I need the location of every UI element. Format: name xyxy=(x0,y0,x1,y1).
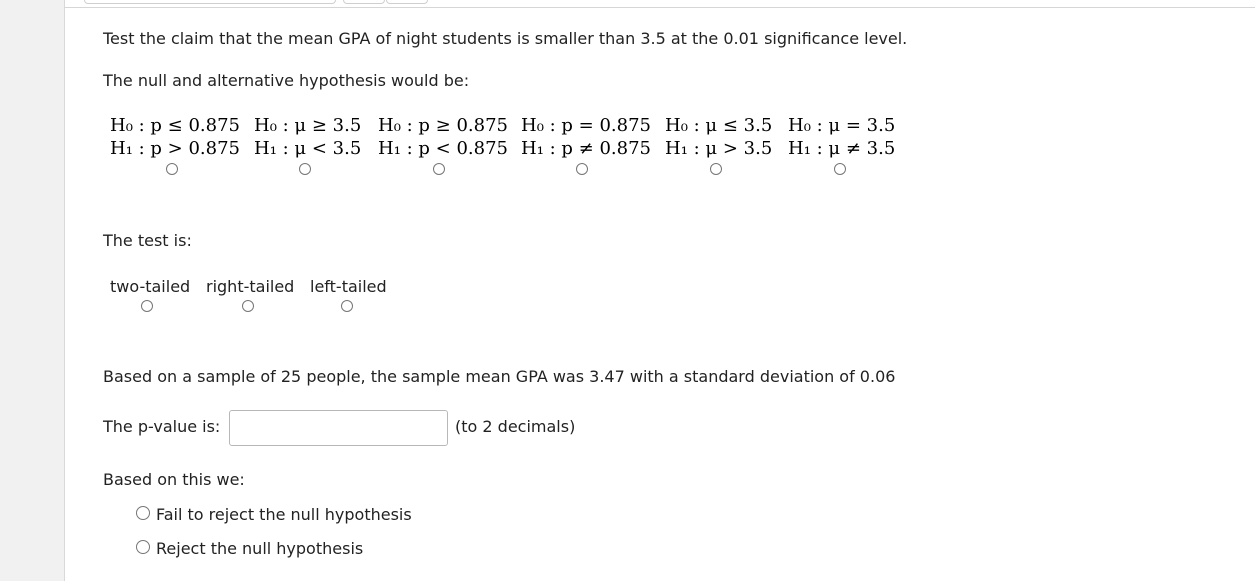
decision-prompt: Based on this we: xyxy=(103,470,245,489)
hypotheses-prompt: The null and alternative hypothesis would be: xyxy=(103,71,470,90)
hypothesis-h1: H₁ : p < 0.875 xyxy=(378,138,508,159)
sample-info-text: Based on a sample of 25 people, the sample mean GPA was 3.47 with a standard deviation of 0.06 xyxy=(103,367,896,386)
test-option-label: left-tailed xyxy=(310,277,387,296)
hypothesis-h0: H₀ : μ = 3.5 xyxy=(788,115,896,136)
radio-reject[interactable] xyxy=(136,540,150,554)
hypothesis-radio-1[interactable] xyxy=(166,163,178,175)
hypothesis-h0: H₀ : p ≤ 0.875 xyxy=(110,115,240,136)
top-divider xyxy=(64,7,1255,8)
test-option-label: two-tailed xyxy=(110,277,191,296)
hypothesis-h0: H₀ : μ ≤ 3.5 xyxy=(665,115,773,136)
hypothesis-radio-2[interactable] xyxy=(299,163,311,175)
hypothesis-h1: H₁ : p ≠ 0.875 xyxy=(521,138,651,159)
test-radio-two-tailed[interactable] xyxy=(141,300,153,312)
test-radio-left-tailed[interactable] xyxy=(341,300,353,312)
left-gutter xyxy=(0,0,65,581)
hypothesis-radio-3[interactable] xyxy=(433,163,445,175)
pvalue-label: The p-value is: xyxy=(103,417,221,436)
pvalue-input[interactable] xyxy=(229,410,448,446)
top-tab[interactable] xyxy=(386,0,428,4)
pvalue-hint: (to 2 decimals) xyxy=(455,417,576,436)
hypothesis-radio-4[interactable] xyxy=(576,163,588,175)
radio-fail-to-reject[interactable] xyxy=(136,506,150,520)
test-prompt: The test is: xyxy=(103,231,192,250)
test-option-label: right-tailed xyxy=(206,277,295,296)
top-tab[interactable] xyxy=(343,0,385,4)
hypothesis-h1: H₁ : μ < 3.5 xyxy=(254,138,362,159)
top-tab[interactable] xyxy=(84,0,336,4)
decision-option-label: Fail to reject the null hypothesis xyxy=(156,505,412,524)
hypothesis-h0: H₀ : p = 0.875 xyxy=(521,115,651,136)
hypothesis-h1: H₁ : μ ≠ 3.5 xyxy=(788,138,896,159)
hypothesis-h0: H₀ : μ ≥ 3.5 xyxy=(254,115,362,136)
hypothesis-h1: H₁ : μ > 3.5 xyxy=(665,138,773,159)
hypothesis-h0: H₀ : p ≥ 0.875 xyxy=(378,115,508,136)
hypothesis-radio-5[interactable] xyxy=(710,163,722,175)
question-text: Test the claim that the mean GPA of night students is smaller than 3.5 at the 0.01 significance level. xyxy=(103,29,908,48)
hypothesis-radio-6[interactable] xyxy=(834,163,846,175)
decision-option-label: Reject the null hypothesis xyxy=(156,539,364,558)
hypothesis-h1: H₁ : p > 0.875 xyxy=(110,138,240,159)
test-radio-right-tailed[interactable] xyxy=(242,300,254,312)
